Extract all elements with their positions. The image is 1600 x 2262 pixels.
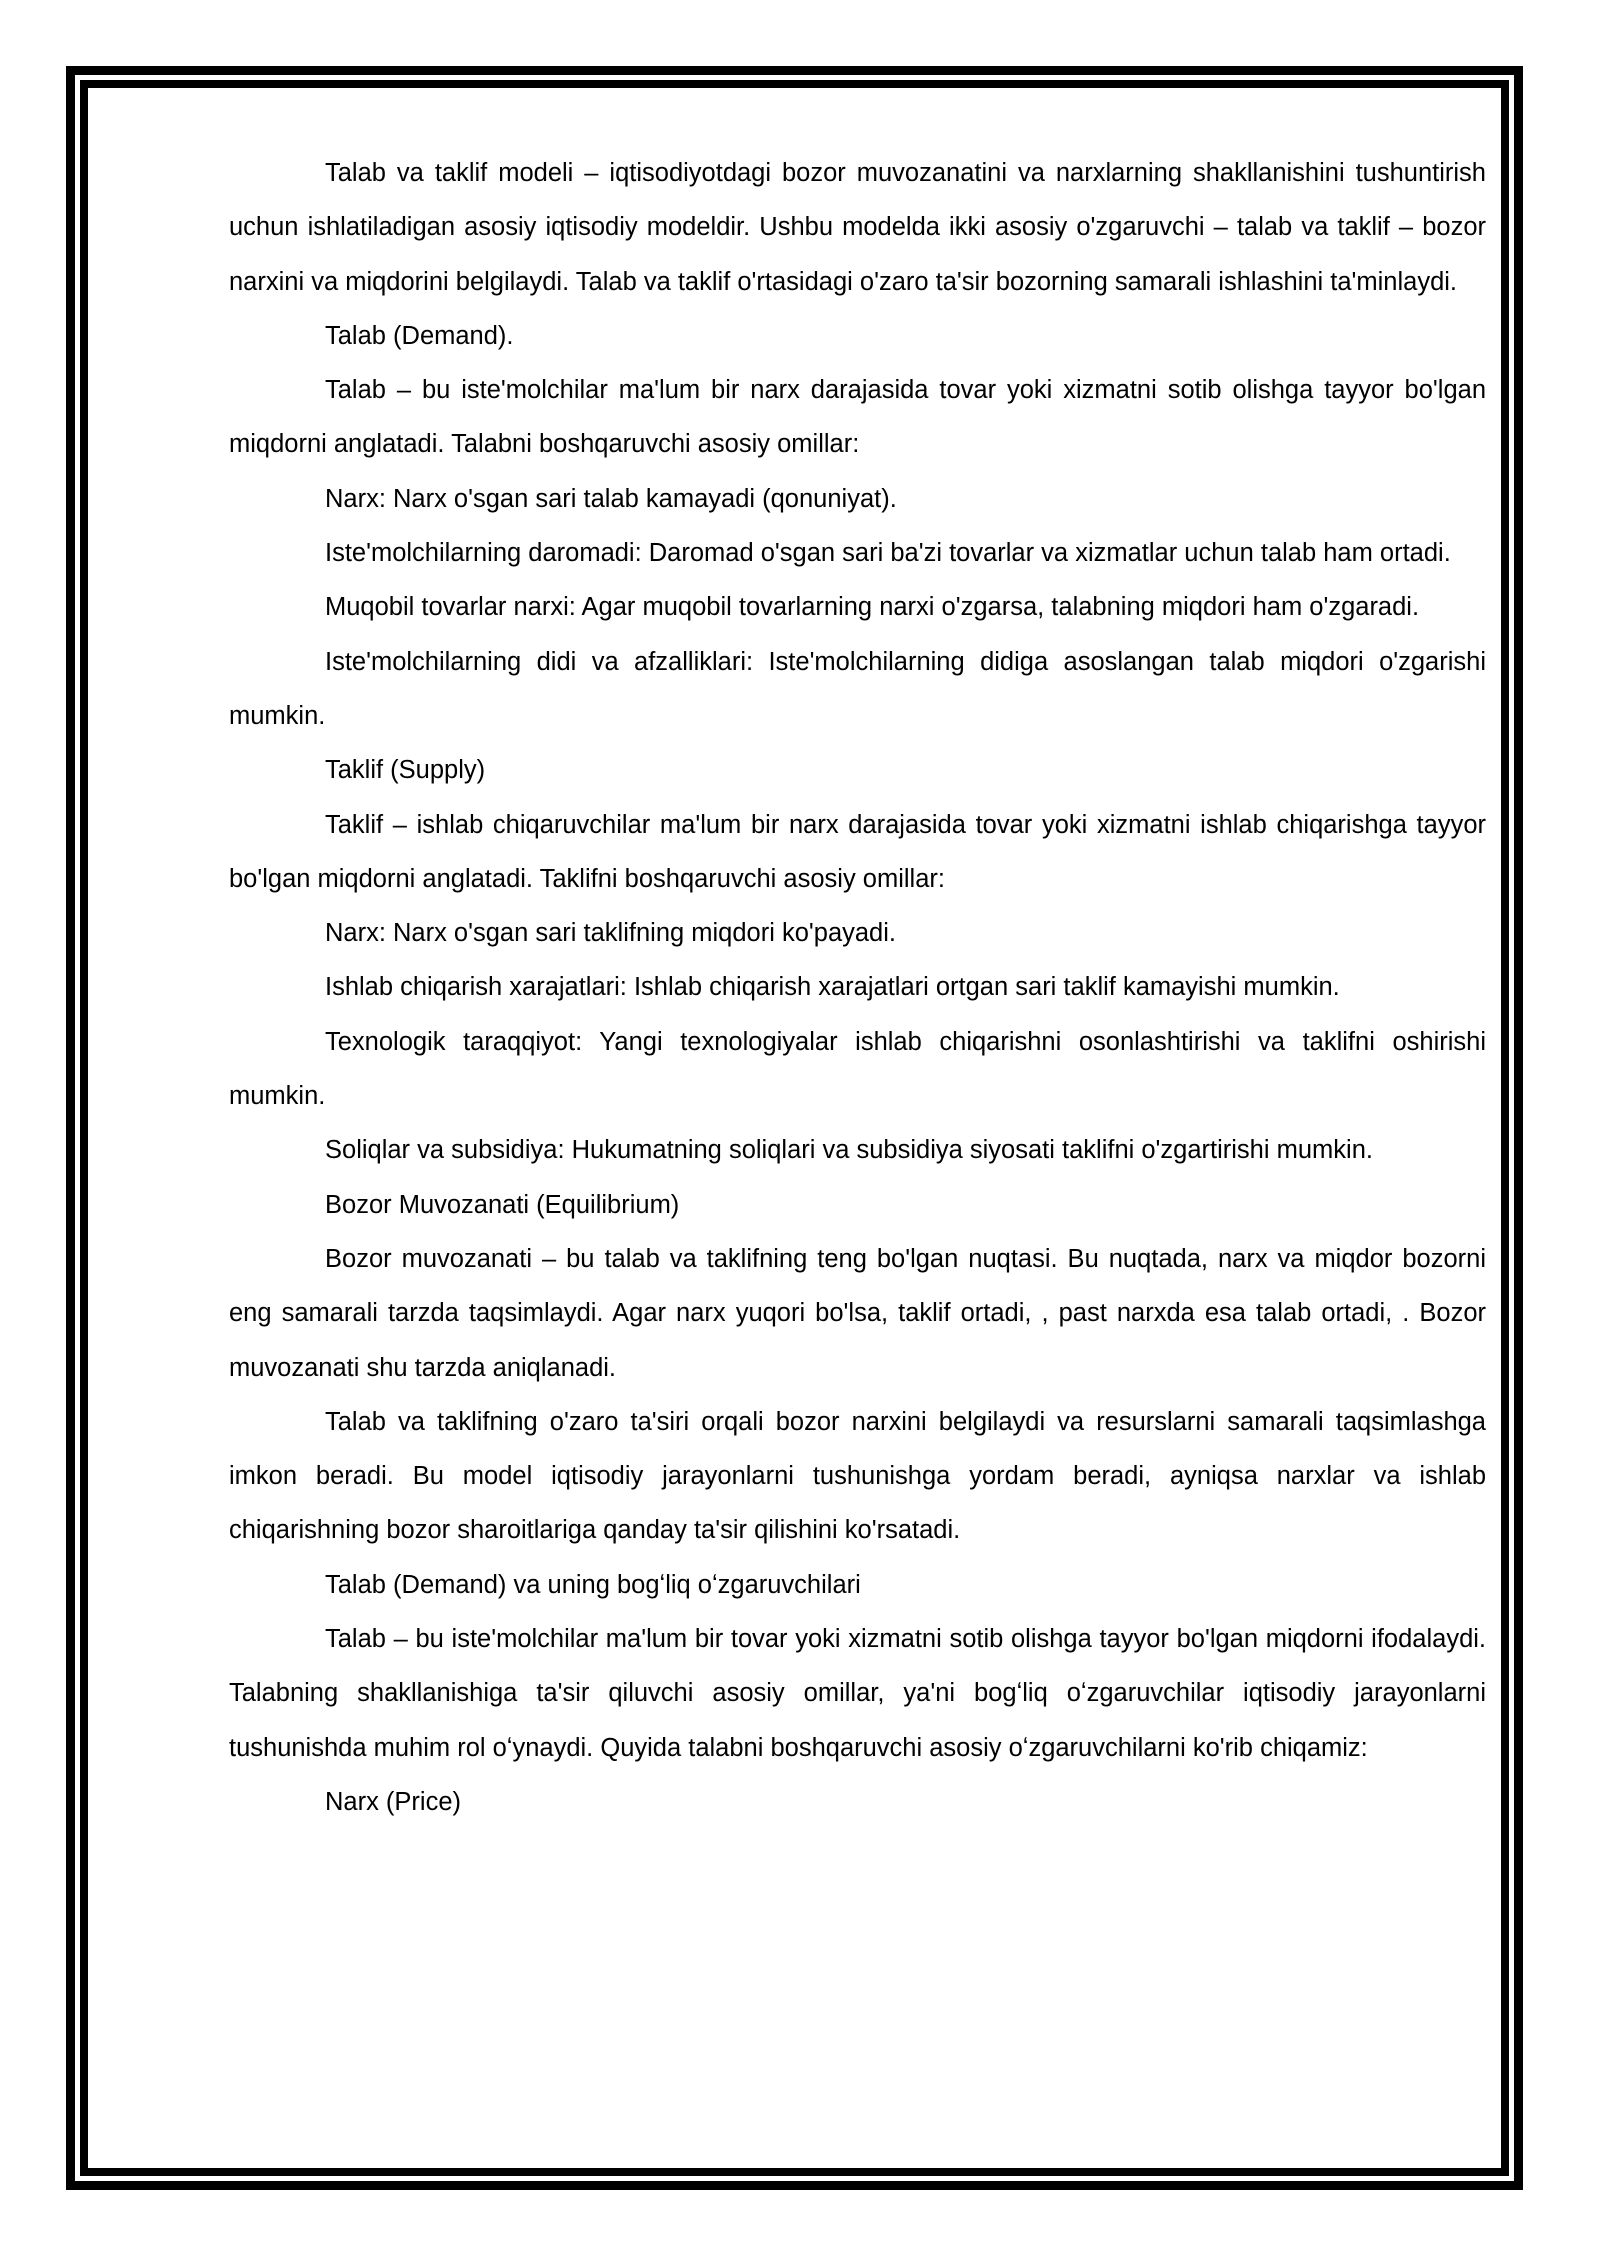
paragraph-demand-income: Iste'molchilarning daromadi: Daromad o'sgan sari ba'zi tovarlar va xizmatlar uchun talab ham ortadi. — [325, 539, 1451, 568]
paragraph-demand-tastes: Iste'molchilarning didi va afzalliklari: Iste'molchilarning didiga asoslangan talab miqdori o'zgarishi mumkin. — [229, 647, 1486, 730]
paragraph-demand-definition: Talab – bu iste'molchilar ma'lum bir narx darajasida tovar yoki xizmatni sotib olishga tayyor bo'lgan miqdorni anglatadi. Talabni boshqaruvchi asosiy omillar: — [229, 376, 1486, 459]
paragraph-supply-price: Narx: Narx o'sgan sari taklifning miqdori ko'payadi. — [325, 919, 896, 948]
paragraph-supply-definition: Taklif – ishlab chiqaruvchilar ma'lum bir narx darajasida tovar yoki xizmatni ishlab chiqarishga tayyor bo'lgan miqdorni anglatadi. Taklifni boshqaruvchi asosiy omillar: — [229, 810, 1486, 893]
document-body — [229, 146, 1486, 1829]
heading-equilibrium: Bozor Muvozanati (Equilibrium) — [325, 1190, 680, 1219]
paragraph-interaction: Talab va taklifning o'zaro ta'siri orqali bozor narxini belgilaydi va resurslarni samarali taqsimlashga imkon beradi. Bu model iqtisodiy jarayonlarni tushunishga yordam beradi, ayniqsa narxlar va ishlab chiqarishning bozor sharoitlariga qanday ta'sir qilishini ko'rsatadi. — [229, 1407, 1486, 1545]
heading-supply: Taklif (Supply) — [325, 756, 486, 785]
heading-demand-variables: Talab (Demand) va uning bogʻliq oʻzgaruvchilari — [325, 1570, 861, 1599]
paragraph-supply-taxes: Soliqlar va subsidiya: Hukumatning soliqlari va subsidiya siyosati taklifni o'zgartirishi mumkin. — [325, 1136, 1373, 1165]
heading-demand: Talab (Demand). — [325, 321, 514, 350]
paragraph-demand-substitutes: Muqobil tovarlar narxi: Agar muqobil tovarlarning narxi o'zgarsa, talabning miqdori ham o'zgaradi. — [325, 593, 1420, 622]
paragraph-demand-variables: Talab – bu iste'molchilar ma'lum bir tovar yoki xizmatni sotib olishga tayyor bo'lgan miqdorni ifodalaydi. Talabning shakllanishiga ta'sir qiluvchi asosiy omillar, ya'ni bogʻliq oʻzgaruvchilar iqtisodiy jarayonlarni tushunishda muhim rol oʻynaydi. Quyida talabni boshqaruvchi asosiy oʻzgaruvchilarni ko'rib chiqamiz: — [229, 1625, 1486, 1762]
paragraph-demand-price: Narx: Narx o'sgan sari talab kamayadi (qonuniyat). — [325, 484, 897, 513]
paragraph-equilibrium-definition: Bozor muvozanati – bu talab va taklifning teng bo'lgan nuqtasi. Bu nuqtada, narx va miqdor bozorni eng samarali tarzda taqsimlaydi. Agar narx yuqori bo'lsa, taklif ortadi, , past narxda esa talab ortadi, . Bozor muvozanati shu tarzda aniqlanadi. — [229, 1244, 1486, 1382]
heading-price: Narx (Price) — [325, 1787, 462, 1816]
paragraph-supply-costs: Ishlab chiqarish xarajatlari: Ishlab chiqarish xarajatlari ortgan sari taklif kamayishi mumkin. — [325, 973, 1340, 1002]
paragraph-intro: Talab va taklif modeli – iqtisodiyotdagi bozor muvozanatini va narxlarning shakllanishini tushuntirish uchun ishlatiladigan asosiy iqtisodiy modeldir. Ushbu modelda ikki asosiy o'zgaruvchi – talab va taklif – bozor narxini va miqdorini belgilaydi. Talab va taklif o'rtasidagi o'zaro ta'sir bozorning samarali ishlashini ta'minlaydi. — [229, 159, 1486, 296]
paragraph-supply-technology: Texnologik taraqqiyot: Yangi texnologiyalar ishlab chiqarishni osonlashtirishi va taklifni oshirishi mumkin. — [229, 1027, 1486, 1111]
